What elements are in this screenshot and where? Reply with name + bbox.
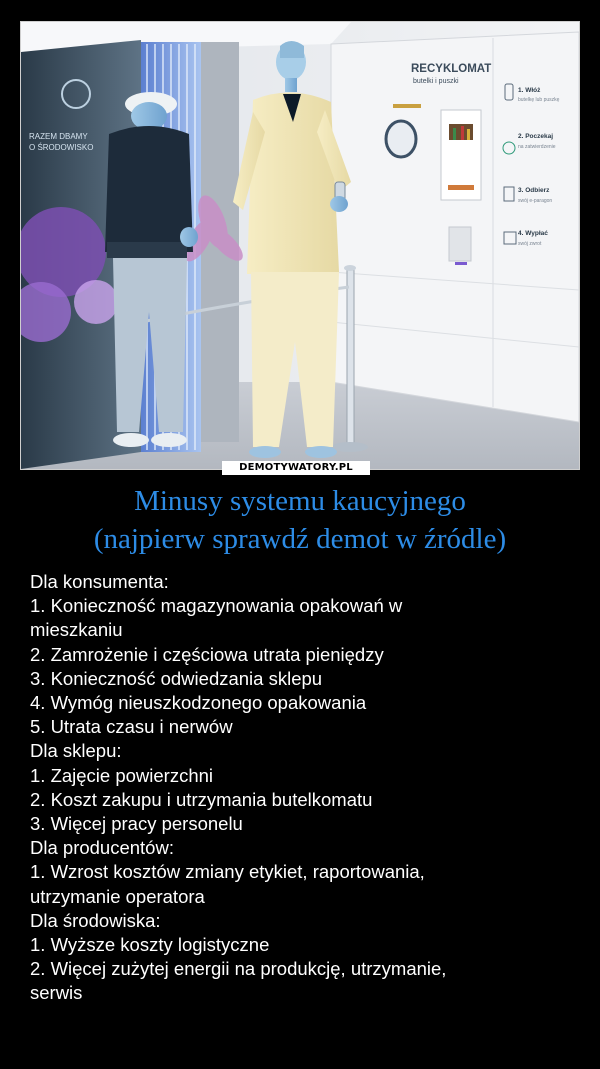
text-line: 1. Zajęcie powierzchni <box>30 764 214 786</box>
text-line: serwis <box>30 982 83 1004</box>
text-line: utrzymanie operatora <box>30 885 205 907</box>
text-line: Dla konsumenta: <box>30 571 169 592</box>
text-line: 3. Więcej pracy personelu <box>30 813 243 835</box>
description-text <box>30 570 578 1006</box>
step-1-desc: butelkę lub puszkę <box>518 97 560 103</box>
text-line: Dla producentów: <box>30 837 174 859</box>
title-line-2: (najpierw sprawdź demot w źródle) <box>93 523 507 555</box>
text-line: 2. Zamrożenie i częściowa utrata pieniędzy <box>30 643 384 665</box>
wall-sign-line1: RAZEM DBAMY <box>29 132 88 141</box>
machine-brand: RECYKLOMAT <box>411 63 492 75</box>
text-line: 2. Więcej zużytej energii na produkcję, utrzymanie, <box>30 958 447 980</box>
text-line: mieszkaniu <box>30 619 123 641</box>
text-line: Dla sklepu: <box>30 740 122 762</box>
step-3-title: 3. Odbierz <box>518 187 550 194</box>
text-line: Dla środowiska: <box>30 909 161 931</box>
step-1-title: 1. Włóż <box>518 87 541 94</box>
watermark: DEMOTYWATORY.PL <box>222 461 370 475</box>
step-3-desc: swój e-paragon <box>518 198 553 204</box>
text-line: 1. Wyższe koszty logistyczne <box>30 934 270 956</box>
machine-subtitle: butelki i puszki <box>413 78 459 85</box>
step-4-desc: swój zwrot <box>518 241 542 247</box>
title-line-1: Minusy systemu kaucyjnego <box>134 485 466 517</box>
step-4-title: 4. Wypłać <box>518 230 548 237</box>
text-line: 3. Konieczność odwiedzania sklepu <box>30 667 323 689</box>
text-line: 5. Utrata czasu i nerwów <box>30 716 233 738</box>
wall-sign-line2: O ŚRODOWISKO <box>29 143 94 152</box>
step-2-desc: na zatwierdzenie <box>518 144 556 150</box>
photo <box>20 21 580 470</box>
step-2-title: 2. Poczekaj <box>518 133 554 140</box>
text-line: 1. Konieczność magazynowania opakowań w <box>30 595 403 617</box>
demotivator-title <box>0 482 600 558</box>
text-line: 1. Wzrost kosztów zmiany etykiet, raportowania, <box>30 861 425 883</box>
recycling-machine-photo <box>21 22 579 469</box>
text-line: 4. Wymóg nieuszkodzonego opakowania <box>30 692 367 714</box>
text-line: 2. Koszt zakupu i utrzymania butelkomatu <box>30 788 373 810</box>
